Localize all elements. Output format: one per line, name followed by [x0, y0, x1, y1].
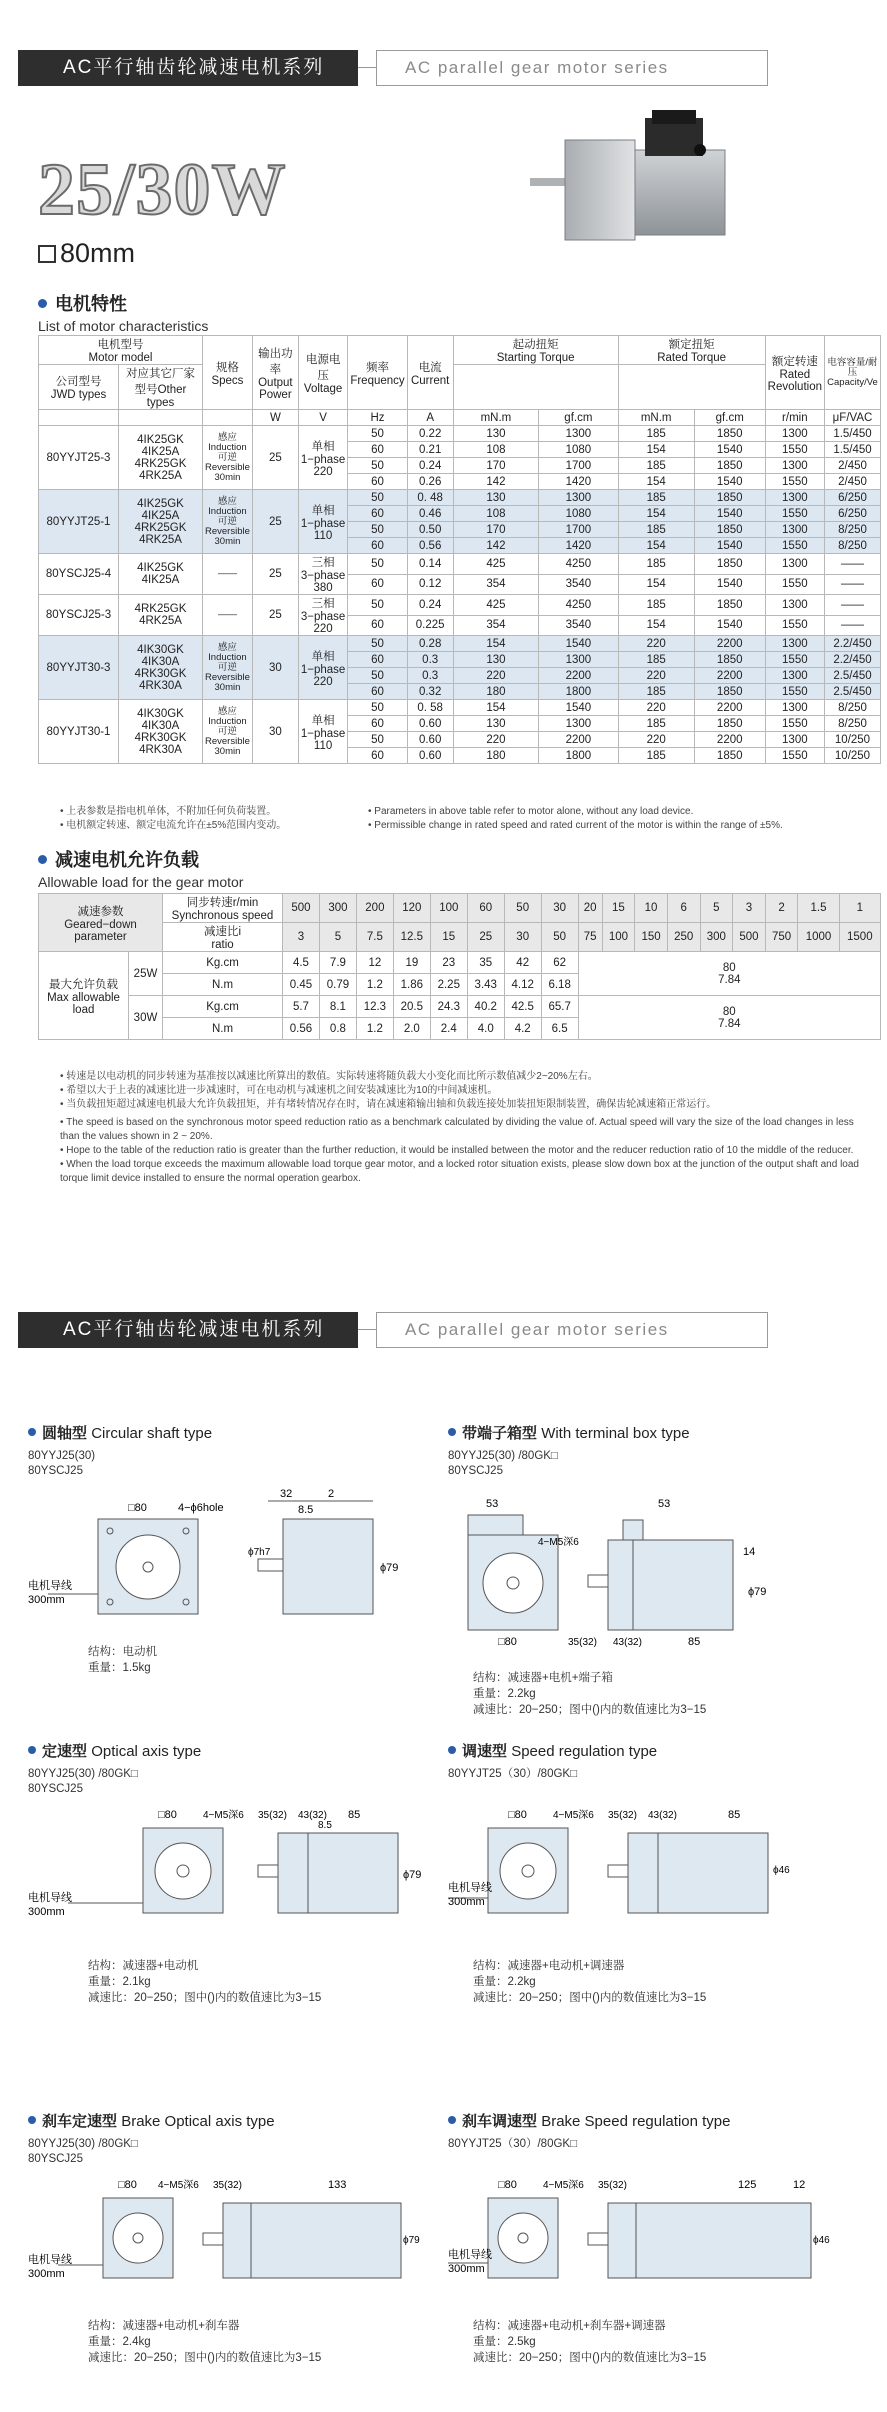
spec-value: 425: [453, 595, 538, 616]
spec-value: 1850: [694, 748, 765, 764]
svg-text:电机导线: 电机导线: [28, 1580, 72, 1592]
motor-image: [520, 110, 730, 260]
spec-value: 220: [618, 668, 694, 684]
spec-value: 50: [348, 522, 407, 538]
spec-value: 185: [618, 490, 694, 506]
spec-row: [39, 426, 881, 442]
spec-value: 0.28: [407, 636, 453, 652]
load-heading: 减速电机允许负载 Allowable load for the gear motor: [38, 850, 244, 890]
svg-text:35(32): 35(32): [568, 1637, 597, 1648]
spec-value: 2200: [694, 732, 765, 748]
header-title-en: AC parallel gear motor series: [376, 1312, 768, 1348]
header-divider: [358, 1329, 376, 1330]
spec-value: 2.5/450: [825, 668, 881, 684]
spec-value: 2200: [694, 668, 765, 684]
spec-value: 108: [453, 442, 538, 458]
diagram-terminal: 带端子箱型 With terminal box type 80YYJ25(30) /80GK□ 80YSCJ25 53 4−M5深6 □80 53 14 ϕ79 35(32) 43(32) 85 结构：减速器+电机+端子箱 重量：2.2kg 减速比：20−250；图中()内的数值速比为3−15: [448, 1422, 878, 1718]
spec-value: 1300: [765, 595, 824, 616]
spec-notes-en: • Parameters in above table refer to motor alone, without any load device. • Permissible change in rated speed and rated current of the motor is within the range of ±5%.: [368, 806, 783, 831]
spec-value: 1550: [765, 748, 824, 764]
spec-value: 60: [348, 652, 407, 668]
other-types: 4IK25GK 4IK25A: [119, 554, 203, 595]
spec-value: 1540: [694, 574, 765, 595]
spec-row: [39, 636, 881, 652]
diagram-brake-speed: 刹车调速型 Brake Speed regulation type 80YYJT25（30）/80GK□ □80 4−M5深6 35(32) 125 12 ϕ46 电机导线 300mm 结构：减速器+电动机+刹车器+调速器 重量：2.5kg 减速比：20−250；图中()内的数值速比为3−15: [448, 2110, 878, 2366]
jwd-type: 80YYJT30-3: [39, 636, 119, 700]
spec-value: 154: [618, 474, 694, 490]
spec-row: [39, 490, 881, 506]
spec-value: 6/250: [825, 490, 881, 506]
spec-value: 1540: [539, 700, 618, 716]
spec-value: 60: [348, 684, 407, 700]
spec-value: 170: [453, 522, 538, 538]
other-types: 4IK25GK 4IK25A 4RK25GK 4RK25A: [119, 426, 203, 490]
spec-value: 1300: [765, 732, 824, 748]
spec-value: 0.24: [407, 595, 453, 616]
spec-value: 1300: [765, 700, 824, 716]
bullet-icon: [28, 1746, 36, 1754]
svg-text:电机导线: 电机导线: [28, 1892, 72, 1904]
spec-value: 1850: [694, 716, 765, 732]
svg-text:8.5: 8.5: [298, 1504, 314, 1516]
spec-value: 154: [618, 442, 694, 458]
svg-text:133: 133: [328, 2179, 347, 2191]
spec-value: 154: [618, 574, 694, 595]
spec-value: 1.5/450: [825, 426, 881, 442]
svg-text:4−M5深6: 4−M5深6: [543, 2180, 584, 2191]
svg-text:125: 125: [738, 2179, 757, 2191]
diagram-speedreg: 调速型 Speed regulation type 80YYJT25（30）/80GK□ □80 4−M5深6 35(32) 43(32) 85 ϕ46 电机导线 300mm 结构：减速器+电动机+调速器 重量：2.2kg 减速比：20−250；图中()内的数值速比为3−15: [448, 1740, 878, 2006]
svg-text:85: 85: [688, 1636, 701, 1648]
svg-text:4−M5深6: 4−M5深6: [203, 1810, 244, 1821]
spec-value: 2.2/450: [825, 652, 881, 668]
spec-value: 60: [348, 442, 407, 458]
svg-text:4−M5深6: 4−M5深6: [158, 2180, 199, 2191]
other-types: 4IK30GK 4IK30A 4RK30GK 4RK30A: [119, 700, 203, 764]
spec-value: 1080: [539, 506, 618, 522]
spec-value: 8/250: [825, 538, 881, 554]
svg-text:12: 12: [793, 2179, 806, 2191]
spec-value: 60: [348, 574, 407, 595]
drawing-brake-optical: [28, 2173, 428, 2313]
spec-value: 1850: [694, 652, 765, 668]
spec-value: 1850: [694, 490, 765, 506]
svg-text:ϕ7h7: ϕ7h7: [248, 1547, 271, 1558]
spec-value: 1550: [765, 684, 824, 700]
drawing-terminal: [448, 1485, 868, 1665]
spec-value: ——: [825, 554, 881, 575]
svg-text:ϕ79: ϕ79: [403, 1869, 422, 1881]
spec-value: 185: [618, 716, 694, 732]
svg-text:ϕ79: ϕ79: [380, 1562, 399, 1574]
svg-text:□80: □80: [508, 1809, 527, 1821]
spec-value: 50: [348, 426, 407, 442]
load-row: 30W Kg.cm 5.7 8.1 12.3 20.5 24.3 40.2 42.5 65.7 80 7.84: [39, 996, 881, 1018]
load-notes: • 转速是以电动机的同步转速为基准按以减速比所算出的数值。实际转速将随负载大小变化而比所示数值减少2~20%左右。 • 希望以大于上表的减速比进一步减速时，可在电动机与减速机之间安装减速比为10的中间减速机。 • 当负载扭矩超过减速电机最大允许负载扭矩，并有堵转情况存在时，请在减速箱输出轴和负载连接处加装扭矩限制装置，确保齿轮减速箱正常运行。 • The speed is based on the synchronous motor speed reduction ratio as a benchmark calculated by dividing the value of. Actual speed will vary the size of the load changes in less than the values shown in 2 ~ 20%. • Hope to the table of the reduction ratio is greater than the further reduction, it would be installed between the motor and the reducer reduction ratio of 10 the middle of the reducer. • When the load torque exceeds the maximum allowable load torque gear motor, and a locked rotor situation exists, please slow down box at the junction of the output shaft and load torque limit device installed to ensure the normal operation gearbox.: [60, 1071, 859, 1184]
spec-value: 185: [618, 458, 694, 474]
spec-cell: ——: [203, 554, 253, 595]
spec-value: 1550: [765, 506, 824, 522]
svg-text:300mm: 300mm: [448, 2263, 485, 2275]
spec-value: 1550: [765, 716, 824, 732]
other-types: 4IK30GK 4IK30A 4RK30GK 4RK30A: [119, 636, 203, 700]
svg-text:300mm: 300mm: [448, 1896, 485, 1908]
spec-value: 185: [618, 522, 694, 538]
spec-value: 0.21: [407, 442, 453, 458]
spec-cell: 感应 Induction 可逆Reversible 30min: [203, 490, 253, 554]
spec-value: 1420: [539, 538, 618, 554]
voltage-cell: 单相 1−phase 110: [298, 490, 347, 554]
spec-value: 50: [348, 732, 407, 748]
spec-value: 185: [618, 748, 694, 764]
spec-value: 8/250: [825, 522, 881, 538]
spec-value: 1550: [765, 442, 824, 458]
svg-text:35(32): 35(32): [213, 2180, 242, 2191]
spec-value: 1540: [694, 506, 765, 522]
spec-value: 1850: [694, 554, 765, 575]
spec-value: 108: [453, 506, 538, 522]
spec-value: 1700: [539, 458, 618, 474]
spec-value: 2.5/450: [825, 684, 881, 700]
drawing-optical: [28, 1803, 428, 1953]
svg-text:4−ϕ6hole: 4−ϕ6hole: [178, 1502, 224, 1514]
spec-value: 50: [348, 490, 407, 506]
spec-value: 1300: [765, 458, 824, 474]
spec-value: 2200: [694, 700, 765, 716]
spec-value: 354: [453, 615, 538, 636]
power-cell: 25: [252, 554, 298, 595]
svg-text:ϕ79: ϕ79: [748, 1586, 767, 1598]
svg-text:ϕ79: ϕ79: [403, 2235, 420, 2246]
spec-value: 0.46: [407, 506, 453, 522]
spec-row: [39, 700, 881, 716]
spec-value: 1850: [694, 426, 765, 442]
spec-cell: 感应 Induction 可逆Reversible 30min: [203, 426, 253, 490]
voltage-cell: 三相 3−phase 220: [298, 595, 347, 636]
bullet-icon: [28, 2116, 36, 2124]
header-title-zh: AC平行轴齿轮减速电机系列: [18, 1312, 358, 1348]
svg-text:300mm: 300mm: [28, 1594, 65, 1606]
spec-value: 1300: [765, 636, 824, 652]
spec-value: 1550: [765, 538, 824, 554]
spec-value: 1800: [539, 748, 618, 764]
spec-value: ——: [825, 574, 881, 595]
spec-value: 220: [618, 732, 694, 748]
spec-value: 2/450: [825, 458, 881, 474]
spec-value: 2/450: [825, 474, 881, 490]
spec-value: 4250: [539, 595, 618, 616]
diagram-brake-optical: 刹车定速型 Brake Optical axis type 80YYJ25(30) /80GK□ 80YSCJ25 □80 4−M5深6 35(32) 133 ϕ79 电机导线 300mm 结构：减速器+电动机+刹车器 重量：2.4kg 减速比：20−250；图中()内的数值速比为3−15: [28, 2110, 448, 2366]
spec-value: 2200: [694, 636, 765, 652]
jwd-type: 80YYJT30-1: [39, 700, 119, 764]
spec-value: 1550: [765, 652, 824, 668]
spec-value: 0.3: [407, 668, 453, 684]
bullet-icon: [448, 1428, 456, 1436]
svg-text:14: 14: [743, 1546, 756, 1558]
spec-value: 1800: [539, 684, 618, 700]
svg-text:□80: □80: [498, 2179, 517, 2191]
spec-value: 185: [618, 426, 694, 442]
spec-value: 425: [453, 554, 538, 575]
spec-value: 60: [348, 716, 407, 732]
spec-cell: 感应 Induction 可逆Reversible 30min: [203, 636, 253, 700]
spec-value: 170: [453, 458, 538, 474]
spec-value: 0.60: [407, 716, 453, 732]
svg-text:35(32): 35(32): [608, 1810, 637, 1821]
spec-value: 1850: [694, 522, 765, 538]
spec-value: 1300: [539, 426, 618, 442]
spec-value: 0.3: [407, 652, 453, 668]
spec-value: 220: [453, 668, 538, 684]
load-row: N.m 0.45 0.79 1.2 1.86 2.25 3.43 4.12 6.18: [39, 974, 881, 996]
header-title-zh: AC平行轴齿轮减速电机系列: [18, 50, 358, 86]
bullet-icon: [448, 2116, 456, 2124]
spec-value: 185: [618, 684, 694, 700]
drawing-speedreg: [448, 1803, 868, 1953]
spec-value: 1540: [694, 538, 765, 554]
spec-value: 185: [618, 595, 694, 616]
spec-cell: 感应 Induction 可逆Reversible 30min: [203, 700, 253, 764]
section-header: [18, 50, 868, 86]
spec-value: 1550: [765, 474, 824, 490]
spec-value: 0.60: [407, 748, 453, 764]
spec-value: 1300: [765, 668, 824, 684]
spec-value: 1300: [765, 522, 824, 538]
spec-value: 130: [453, 490, 538, 506]
spec-table: 电机型号 Motor model 规格 Specs 输出功率 Output Power 电源电压 Voltage 频率 Frequency 电流 Current 起动扭矩 Starting Torque 额定扭矩 Rated Torque 额定转速 Rated Revolution 电容容量/耐压 Capacity/Ve 公司型号 JWD types 对应其它厂家 型号Other types W V Hz A mN.m gf.cm mN.m gf.cm r/min μF/VAC 80YYJT25-3 4IK25GK 4IK25A 4RK25GK 4RK25A 感应 Induction 可逆Reversible 30min 25 单相 1−phase 220 50 0.22 130 1300 185 1850 1300 1.5/450 60 0.21 108 1080 154 1540 1550 1.5/450 50 0.24 170 1700 185 1850 1300 2/450 60 0.26 142 1420 154 1540 1550 2/450 80YYJT25-1 4IK25GK 4IK25A 4RK25GK 4RK25A 感应 Induction 可逆Reversible 30min 25 单相 1−phase 110 50 0. 48 130 1300 185 1850 1300 6/250 60 0.46 108 1080 154 1540 1550 6/250 50 0.50 170 1700 185 1850 1300 8/250 60 0.56 142 1420 154 1540 1550 8/250 80YSCJ25-4 4IK25GK 4IK25A —— 25 三相 3−phase 380 50 0.14 425 4250 185 1850 1300 —— 60 0.12 354 3540 154 1540 1550 —— 80YSCJ25-3 4RK25GK 4RK25A —— 25 三相 3−phase 220 50 0.24 425 4250 185 1850 1300 —— 60 0.225 354 3540 154 1540 1550 —— 80YYJT30-3 4IK30GK 4IK30A 4RK30GK 4RK30A 感应 Induction 可逆Reversible 30min 30 单相 1−phase 220 50 0.28 154 1540 220 2200 1300 2.2/450 60 0.3 130 1300 185 1850 1550 2.2/450 50 0.3 220 2200 220 2200 1300 2.5/450 60 0.32 180 1800 185 1850 1550 2.5/450 80YYJT30-1 4IK30GK 4IK30A 4RK30GK 4RK30A 感应 Induction 可逆Reversible 30min 30 单相 1−phase 110 50 0. 58 154 1540 220 2200 1300 8/250 60 0.60 130 1300 185 1850 1550 8/250 50 0.60 220 2200 220 2200 1300 10/250 60 0.60 180 1800 185 1850 1550 10/250: [38, 335, 881, 764]
load-row: 最大允许负载 Max allowable load 25W Kg.cm 4.5 7.9 12 19 23 35 42 62 80 7.84: [39, 952, 881, 974]
voltage-cell: 单相 1−phase 220: [298, 426, 347, 490]
drawing-circular: [28, 1489, 428, 1639]
header-title-en: AC parallel gear motor series: [376, 50, 768, 86]
spec-value: 1700: [539, 522, 618, 538]
power-cell: 30: [252, 700, 298, 764]
spec-value: 130: [453, 716, 538, 732]
spec-value: 0.60: [407, 732, 453, 748]
product-size: 80mm: [38, 238, 135, 269]
spec-notes-zh: • 上表参数是指电机单体，不附加任何负荷装置。 • 电机额定转速、额定电流允许在±5%范围内变动。: [60, 806, 287, 831]
svg-text:ϕ46: ϕ46: [773, 1865, 790, 1876]
spec-value: 0.26: [407, 474, 453, 490]
voltage-cell: 单相 1−phase 220: [298, 636, 347, 700]
svg-text:43(32): 43(32): [648, 1810, 677, 1821]
spec-value: 354: [453, 574, 538, 595]
spec-value: 180: [453, 748, 538, 764]
spec-value: 1550: [765, 574, 824, 595]
spec-value: 1080: [539, 442, 618, 458]
jwd-type: 80YSCJ25-3: [39, 595, 119, 636]
svg-text:43(32): 43(32): [298, 1810, 327, 1821]
spec-value: 10/250: [825, 732, 881, 748]
svg-text:4−M5深6: 4−M5深6: [538, 1537, 579, 1548]
svg-text:35(32): 35(32): [598, 2180, 627, 2191]
bullet-icon: [38, 855, 47, 864]
other-types: 4RK25GK 4RK25A: [119, 595, 203, 636]
svg-text:□80: □80: [118, 2179, 137, 2191]
spec-value: 154: [618, 538, 694, 554]
product-title: 25/30W: [38, 149, 287, 231]
spec-value: 1300: [539, 652, 618, 668]
spec-value: 4250: [539, 554, 618, 575]
spec-value: 0.56: [407, 538, 453, 554]
jwd-type: 80YYJT25-3: [39, 426, 119, 490]
spec-value: 180: [453, 684, 538, 700]
spec-value: 1300: [539, 716, 618, 732]
svg-text:85: 85: [728, 1809, 741, 1821]
spec-value: 1300: [539, 490, 618, 506]
svg-text:□80: □80: [158, 1809, 177, 1821]
spec-value: 50: [348, 458, 407, 474]
diagram-optical: 定速型 Optical axis type 80YYJ25(30) /80GK□ 80YSCJ25 □80 4−M5深6 35(32) 43(32) 85 8.5 ϕ79 电机导线 300mm 结构：减速器+电动机 重量：2.1kg 减速比：20−250；图中()内的数值速比为3−15: [28, 1740, 448, 2006]
spec-value: 1550: [765, 615, 824, 636]
spec-value: 0.14: [407, 554, 453, 575]
spec-value: 1300: [765, 426, 824, 442]
svg-text:□80: □80: [498, 1636, 517, 1648]
load-table: 减速参数 Geared−down parameter 同步转速r/min Synchronous speed 500 300 200 120 100 60 50 30 20 15 10 6 5 3 2 1.5 1 减速比i ratio 3 5 7.5 12.5 15 25 30 50 75 100 150 250 300 500 750 1000 1500 最大允许负载 Max allowable load 25W Kg.cm 4.5 7.9 12 19 23 35 42 62 80 7.84 N.m 0.45 0.79 1.2 1.86 2.25 3.43 4.12 6.18 30W Kg.cm 5.7 8.1 12.3 20.5 24.3 40.2 42.5 65.7 80 7.84 N.m 0.56 0.8 1.2 2.0 2.4 4.0 4.2 6.5: [38, 893, 881, 1040]
spec-value: 0. 58: [407, 700, 453, 716]
spec-value: 142: [453, 538, 538, 554]
spec-value: 220: [618, 700, 694, 716]
spec-value: 1540: [694, 615, 765, 636]
svg-text:300mm: 300mm: [28, 1906, 65, 1918]
svg-text:53: 53: [658, 1498, 671, 1510]
spec-value: 0.225: [407, 615, 453, 636]
spec-value: 60: [348, 615, 407, 636]
svg-text:电机导线: 电机导线: [448, 1882, 492, 1894]
spec-value: 1300: [765, 490, 824, 506]
square-icon: [38, 245, 56, 263]
spec-value: 2.2/450: [825, 636, 881, 652]
spec-value: 1.5/450: [825, 442, 881, 458]
spec-value: 1540: [694, 442, 765, 458]
section-header-2: [18, 1312, 868, 1348]
diagram-circular: 圆轴型 Circular shaft type 80YYJ25(30) 80YSCJ25 □80 4−ϕ6hole 电机导线 300mm 32 8.5 2 ϕ79 ϕ7h7 结构：电动机 重量：1.5kg: [28, 1422, 448, 1676]
jwd-type: 80YYJT25-1: [39, 490, 119, 554]
spec-value: 1300: [765, 554, 824, 575]
characteristics-heading: 电机特性 List of motor characteristics: [38, 294, 209, 334]
svg-text:53: 53: [486, 1498, 499, 1510]
spec-cell: ——: [203, 595, 253, 636]
svg-text:32: 32: [280, 1489, 293, 1500]
spec-value: 8/250: [825, 700, 881, 716]
jwd-type: 80YSCJ25-4: [39, 554, 119, 595]
spec-value: 142: [453, 474, 538, 490]
spec-row: [39, 595, 881, 616]
svg-text:□80: □80: [128, 1502, 147, 1514]
svg-text:电机导线: 电机导线: [28, 2254, 72, 2266]
bullet-icon: [38, 299, 47, 308]
spec-value: 220: [453, 732, 538, 748]
spec-value: 1420: [539, 474, 618, 490]
spec-value: 60: [348, 474, 407, 490]
spec-value: 130: [453, 426, 538, 442]
spec-value: 3540: [539, 615, 618, 636]
svg-text:35(32): 35(32): [258, 1810, 287, 1821]
voltage-cell: 三相 3−phase 380: [298, 554, 347, 595]
spec-value: 60: [348, 506, 407, 522]
spec-value: 6/250: [825, 506, 881, 522]
bullet-icon: [448, 1746, 456, 1754]
spec-value: 0.50: [407, 522, 453, 538]
spec-value: 8/250: [825, 716, 881, 732]
spec-value: 0.32: [407, 684, 453, 700]
power-cell: 25: [252, 426, 298, 490]
spec-row: [39, 554, 881, 575]
voltage-cell: 单相 1−phase 110: [298, 700, 347, 764]
spec-value: 185: [618, 554, 694, 575]
svg-text:300mm: 300mm: [28, 2268, 65, 2280]
spec-value: 50: [348, 595, 407, 616]
spec-value: 130: [453, 652, 538, 668]
spec-value: 0. 48: [407, 490, 453, 506]
spec-value: ——: [825, 615, 881, 636]
spec-value: 1540: [539, 636, 618, 652]
spec-value: 1850: [694, 595, 765, 616]
spec-value: 154: [453, 636, 538, 652]
spec-value: 50: [348, 668, 407, 684]
power-cell: 25: [252, 595, 298, 636]
svg-text:8.5: 8.5: [318, 1820, 332, 1831]
load-row: N.m 0.56 0.8 1.2 2.0 2.4 4.0 4.2 6.5: [39, 1018, 881, 1040]
power-cell: 30: [252, 636, 298, 700]
svg-text:85: 85: [348, 1809, 361, 1821]
spec-value: 0.22: [407, 426, 453, 442]
other-types: 4IK25GK 4IK25A 4RK25GK 4RK25A: [119, 490, 203, 554]
svg-text:43(32): 43(32): [613, 1637, 642, 1648]
bullet-icon: [28, 1428, 36, 1436]
header-divider: [358, 67, 376, 68]
spec-value: 1850: [694, 684, 765, 700]
spec-value: 1540: [694, 474, 765, 490]
spec-value: 50: [348, 636, 407, 652]
spec-value: 0.12: [407, 574, 453, 595]
spec-value: 2200: [539, 732, 618, 748]
spec-value: 60: [348, 748, 407, 764]
spec-value: 10/250: [825, 748, 881, 764]
power-cell: 25: [252, 490, 298, 554]
spec-value: 0.24: [407, 458, 453, 474]
spec-value: 154: [618, 506, 694, 522]
drawing-brake-speed: [448, 2173, 868, 2313]
spec-value: 220: [618, 636, 694, 652]
spec-value: 60: [348, 538, 407, 554]
svg-text:ϕ46: ϕ46: [813, 2235, 830, 2246]
spec-value: 50: [348, 554, 407, 575]
svg-text:2: 2: [328, 1489, 335, 1500]
spec-value: 154: [618, 615, 694, 636]
spec-value: 2200: [539, 668, 618, 684]
spec-value: 50: [348, 700, 407, 716]
svg-text:4−M5深6: 4−M5深6: [553, 1810, 594, 1821]
svg-text:电机导线: 电机导线: [448, 2249, 492, 2261]
spec-value: 185: [618, 652, 694, 668]
spec-value: 154: [453, 700, 538, 716]
spec-value: 1850: [694, 458, 765, 474]
spec-value: 3540: [539, 574, 618, 595]
spec-value: ——: [825, 595, 881, 616]
